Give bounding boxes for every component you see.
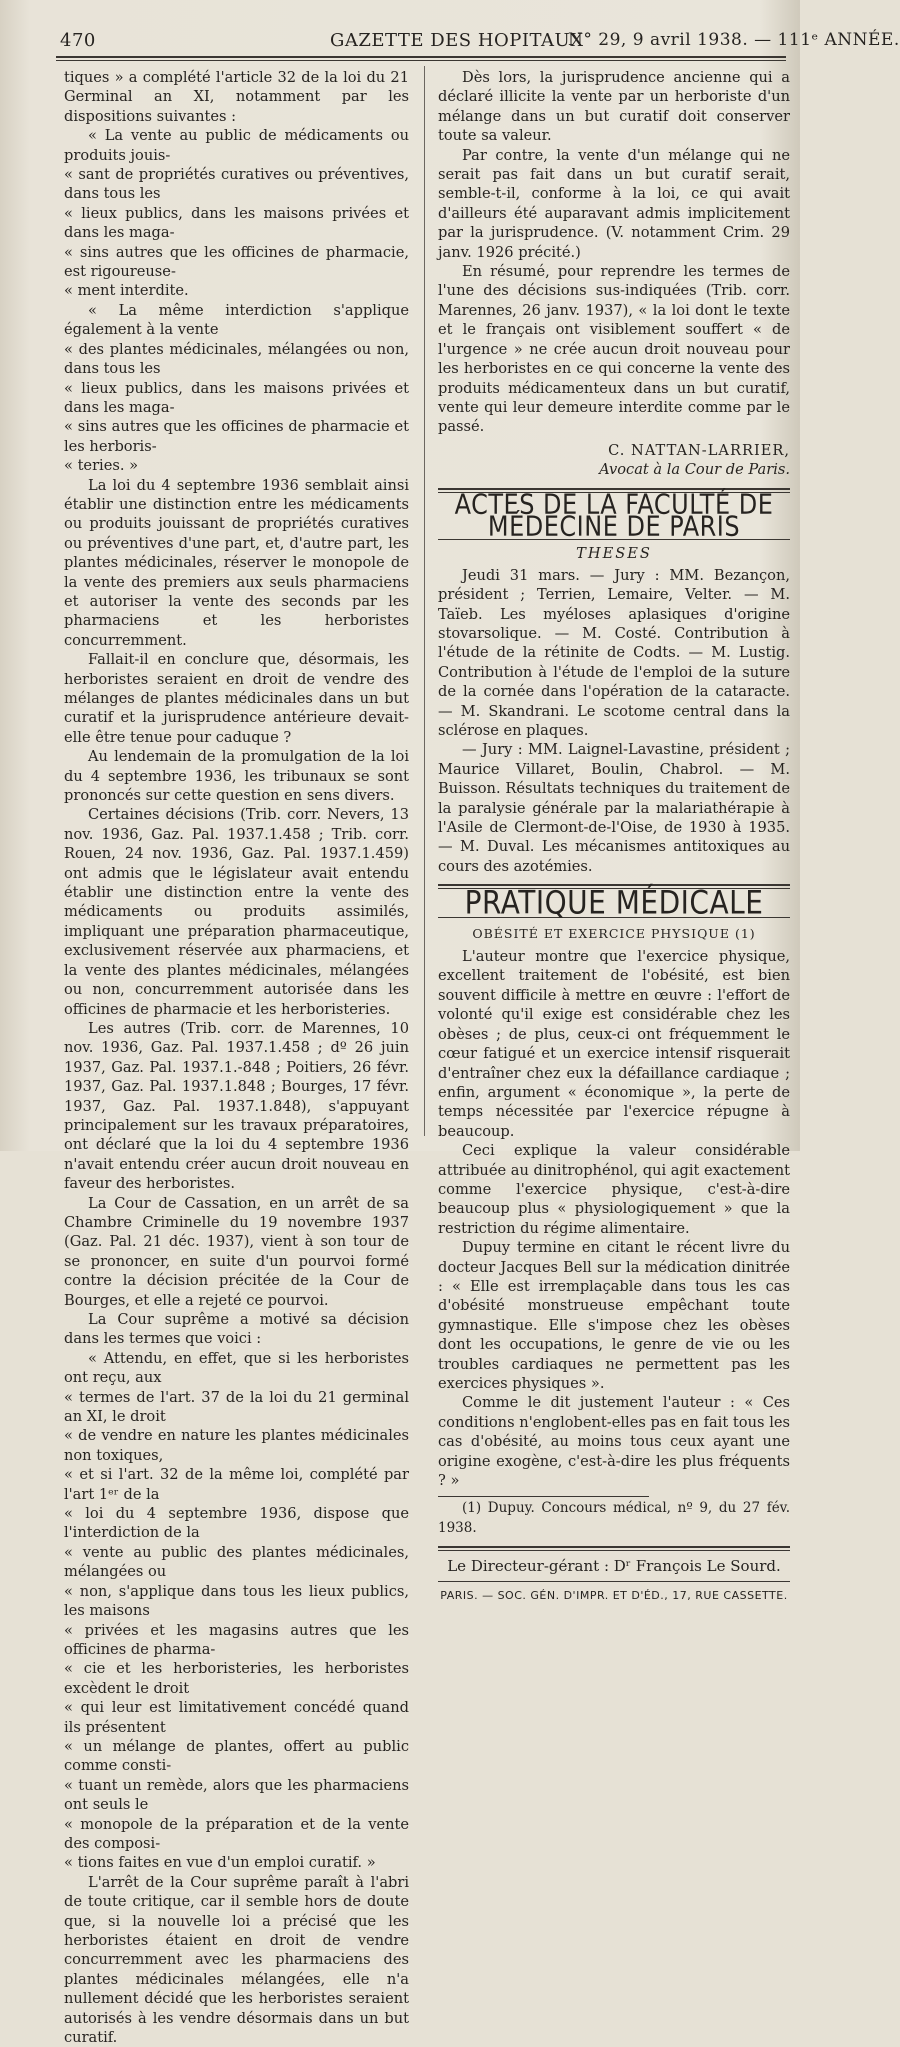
- quote-line: « vente au public des plantes médicinales, mélangées ou: [64, 1543, 409, 1581]
- quote-line: « non, s'applique dans tous les lieux publics, les maisons: [64, 1582, 409, 1620]
- section-title-faculte: ACTES DE LA FACULTÉ DE MÉDECINE DE PARIS: [454, 487, 774, 543]
- article-title: OBÉSITÉ ET EXERCICE PHYSIQUE (1): [472, 925, 756, 941]
- quote-line: « privées et les magasins autres que les officines de pharma-: [64, 1621, 409, 1658]
- quote-line: « des plantes médicinales, mélangées ou non, dans tous les: [64, 340, 409, 378]
- quote-line: « cie et les herboristeries, les herboristes excèdent le droit: [64, 1660, 409, 1697]
- footnote: (1) Dupuy. Concours médical, nº 9, du 27 fév. 1938.: [438, 1500, 790, 1536]
- court-quote: [64, 1349, 409, 1873]
- paragraph: Les autres (Trib. corr. de Marennes, 10 nov. 1936, Gaz. Pal. 1937.1.458 ; dº 26 juin 1937, Gaz. Pal. 1937.1.-848 ; Poitiers, 26 févr. 1937, Gaz. Pal. 1937.1.848 ; Bourges, 17 févr. 1937, Gaz. Pal. 1937.1.848), s'appuyant principalement sur les travaux préparatoires, ont déclaré que la loi du 4 septembre 1936 n'avait entendu créer aucun droit nouveau en faveur des herboristes.: [64, 1019, 409, 1193]
- paragraph: Ceci explique la valeur considérable attribuée au dinitrophénol, qui agit exactement comme l'exercice physique, c'est-à-dire beaucoup plus « physiologiquement » que la restriction du régime alimentaire.: [438, 1142, 790, 1237]
- header-rule: [56, 56, 786, 58]
- quote-line: « Attendu, en effet, que si les herboristes ont reçu, aux: [64, 1349, 409, 1387]
- journal-title: GAZETTE DES HOPITAUX: [330, 30, 584, 51]
- paragraph: Certaines décisions (Trib. corr. Nevers, 13 nov. 1936, Gaz. Pal. 1937.1.458 ; Trib. corr. Rouen, 24 nov. 1936, Gaz. Pal. 1937.1.459) ont admis que le législateur avait entendu établir une distinction entre la vente des médicaments ou produits assimilés, impliquant une préparation pharmaceutique, exclusivement réservée aux pharmaciens, et la vente des plantes médicinales, mélangées ou non, concurremment autorisée dans les officines de pharmacie et les herboristeries.: [64, 806, 409, 1018]
- law-quote-1: [64, 126, 409, 301]
- quote-line: « tuant un remède, alors que les pharmaciens ont seuls le: [64, 1776, 409, 1814]
- paragraph: L'auteur montre que l'exercice physique, excellent traitement de l'obésité, est bien souvent difficile à mettre en œuvre : l'effort de volonté qu'il exige est considérable chez les obèses ; de plus, ceux-ci ont fréquemment le cœur fatigué et un exercice intensif risquerait d'entraîner chez eux la défaillance cardiaque ; enfin, argument « économique », la perte de temps nécessitée par l'exercice répugne à beaucoup.: [438, 948, 790, 1140]
- column-divider: [424, 66, 425, 1136]
- quote-line: « lieux publics, dans les maisons privées et dans les maga-: [64, 204, 409, 242]
- footnote-rule: [438, 1496, 649, 1497]
- paragraph: L'arrêt de la Cour suprême paraît à l'abri de toute critique, car il semble hors de doute que, si la nouvelle loi a précisé que les herboristes étaient en droit de vendre concurremment avec les pharmaciens des plantes médicinales mélangées, elle n'a nullement décidé que les herboristes seraient autorisés à les vendre désormais dans un but curatif.: [64, 1873, 409, 2047]
- paragraph: Au lendemain de la promulgation de la loi du 4 septembre 1936, les tribunaux se sont prononcés sur cette question en sens divers.: [64, 748, 409, 805]
- paragraph: — Jury : MM. Laignel-Lavastine, président ; Maurice Villaret, Boulin, Chabrol. — M. Buisson. Résultats techniques du traitement de la paralysie générale par la malariathérapie à l'Asile de Clermont-de-l'Oise, de 1930 à 1935. — M. Duval. Les mécanismes antitoxiques au cours des azotémies.: [438, 741, 790, 875]
- theses-heading: THESES: [576, 545, 652, 563]
- quote-line: « sant de propriétés curatives ou préventives, dans tous les: [64, 166, 409, 203]
- quote-line: « ment interdite.: [64, 282, 189, 300]
- footer-rule: [438, 1546, 790, 1551]
- quote-line: « sins autres que les officines de pharmacie, est rigoureuse-: [64, 243, 409, 281]
- footer-subrule: [438, 1581, 790, 1582]
- paragraph: tiques » a complété l'article 32 de la loi du 21 Germinal an XI, notamment par les dispositions suivantes :: [64, 69, 409, 125]
- paragraph: La Cour de Cassation, en un arrêt de sa Chambre Criminelle du 19 novembre 1937 (Gaz. Pal. 21 déc. 1937), vient à son tour de se prononcer, en suite d'un pourvoi formé contre la décision précitée de la Cour de Bourges, et elle a rejeté ce pourvoi.: [64, 1194, 409, 1309]
- paragraph: Par contre, la vente d'un mélange qui ne serait pas fait dans un but curatif serait, semble-t-il, conforme à la loi, ce qui avait d'ailleurs été auparavant admis implicitement par la jurisprudence. (V. notamment Crim. 29 janv. 1926 précité.): [438, 146, 790, 261]
- paragraph: La Cour suprême a motivé sa décision dans les termes que voici :: [64, 1311, 409, 1348]
- quote-line: « qui leur est limitativement concédé quand ils présentent: [64, 1699, 409, 1736]
- quote-line: « tions faites en vue d'un emploi curatif. »: [64, 1854, 376, 1872]
- section-title-pratique: PRATIQUE MÉDICALE: [464, 883, 764, 922]
- paragraph: Dès lors, la jurisprudence ancienne qui a déclaré illicite la vente par un herboriste d'un mélange dans un but curatif doit conserver toute sa valeur.: [438, 69, 790, 145]
- right-column: [438, 68, 790, 1605]
- quote-line: « loi du 4 septembre 1936, dispose que l'interdiction de la: [64, 1505, 409, 1542]
- running-header: [60, 30, 900, 52]
- quote-line: « un mélange de plantes, offert au public comme consti-: [64, 1737, 409, 1775]
- signature-name: C. NATTAN-LARRIER,: [608, 441, 790, 459]
- paragraph: Dupuy termine en citant le récent livre du docteur Jacques Bell sur la médication dinitrée : « Elle est irremplaçable dans tous les cas d'obésité monstrueuse empêchant toute gymnastique. Elle s'impose chez les obèses dont les occupations, le genre de vie ou les troubles cardiaques ne permettent pas les exercices physiques ».: [438, 1239, 790, 1392]
- issue-info: N° 29, 9 avril 1938. — 111ᵉ ANNÉE.: [568, 30, 900, 50]
- quote-line: « teries. »: [64, 457, 139, 475]
- header-rule-thin: [56, 60, 786, 61]
- left-column: [64, 68, 409, 2047]
- paragraph: Fallait-il en conclure que, désormais, les herboristes seraient en droit de vendre des mélanges de plantes médicinales dans un but curatif et la jurisprudence antérieure devait-elle être tenue pour caduque ?: [64, 651, 409, 746]
- quote-line: « monopole de la préparation et de la vente des composi-: [64, 1815, 409, 1852]
- quote-line: « de vendre en nature les plantes médicinales non toxiques,: [64, 1427, 409, 1464]
- quote-line: « La même interdiction s'applique également à la vente: [64, 301, 409, 339]
- quote-line: « termes de l'art. 37 de la loi du 21 germinal an XI, le droit: [64, 1388, 409, 1426]
- quote-line: « et si l'art. 32 de la même loi, complété par l'art 1ᵉʳ de la: [64, 1466, 409, 1503]
- page-number: 470: [60, 30, 96, 51]
- printer-line: PARIS. — SOC. GÉN. D'IMPR. ET D'ÉD., 17, RUE CASSETTE.: [440, 1588, 788, 1602]
- paragraph: Comme le dit justement l'auteur : « Ces conditions n'englobent-elles pas en fait tous les cas d'obésité, au moins tous ceux ayant une origine exogène, c'est-à-dire les plus fréquents ? »: [438, 1394, 790, 1490]
- paragraph: La loi du 4 septembre 1936 semblait ainsi établir une distinction entre les médicaments ou produits jouissant de propriétés curatives ou préventives d'une part, et, d'autre part, les plantes médicinales, réserver le monopole de la vente des premiers aux seuls pharmaciens et autoriser la vente des seconds par les pharmaciens et les herboristes concurremment.: [64, 476, 409, 649]
- signature: [438, 441, 790, 480]
- quote-line: « La vente au public de médicaments ou produits jouis-: [64, 127, 409, 164]
- director-line: Le Directeur-gérant : Dʳ François Le Sourd.: [447, 1557, 781, 1576]
- quote-line: « sins autres que les officines de pharmacie et les herboris-: [64, 418, 409, 455]
- law-quote-2: [64, 301, 409, 476]
- signature-role: Avocat à la Cour de Paris.: [599, 461, 790, 479]
- paragraph: Jeudi 31 mars. — Jury : MM. Bezançon, président ; Terrien, Lemaire, Velter. — M. Taïeb. Les myéloses aplasiques d'origine stovarsolique. — M. Costé. Contribution à l'étude de la rétinite de Codts. — M. Lustig. Contribution à l'étude de l'emploi de la suture de la cornée dans l'opération de la cataracte. — M. Skandrani. Le scotome central dans la sclérose en plaques.: [438, 566, 790, 739]
- paragraph: En résumé, pour reprendre les termes de l'une des décisions sus-indiquées (Trib. corr. Marennes, 26 janv. 1937), « la loi dont le texte et le français ont visiblement souffert « de l'urgence » ne crée aucun droit nouveau pour les herboristes en ce qui concerne la vente des produits médicamenteux dans un but curatif, vente qui leur demeure interdite comme par le passé.: [438, 263, 790, 436]
- quote-line: « lieux publics, dans les maisons privées et dans les maga-: [64, 379, 409, 416]
